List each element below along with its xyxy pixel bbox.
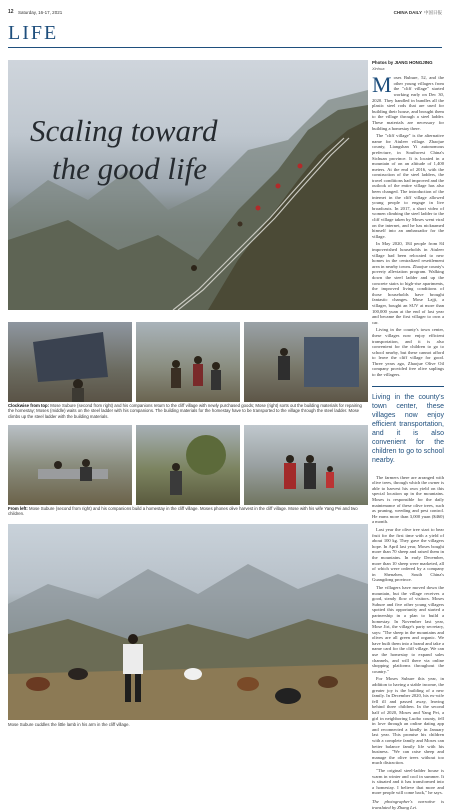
article-paragraph: The villagers have moved down the mountain, but the village receives a good, steady flow of visitors. Moses Subure and five other young villagers spotted this opportunity and started a partnership in a plan to build a homestay. In November last year, Mose Jiri, the village's party secretary, says: "The sheep in the mountains and olives are all green and organic. We have built them into a brand and take a name card for the cliff village. We can use the homestay to expand sales channels, and will there via online shopping platforms throughout the country." [372,584,444,674]
article-column [372,60,444,810]
photo-sorting-materials [244,322,368,402]
headline-line-2: the good life [52,151,207,186]
hero-headline [30,112,260,188]
article-paragraph: The "cliff village" is the alternative name for Atuleer village. Zhaojue county, Liangshan Yi autonomous prefecture, in Southwest China's Sichuan province. It is located in a mountain of on an altitude of 1,400 meters. At the end of 2016, with the construction of the steel ladders, the travel conditions had improved and the outlook of the entire village has also been changed. The introduction of the internet in the cliff village allowed young people to engage in live broadcasts. In 2017, a short video of women climbing the steel ladder to the cliff village taken by Moses went viral on the internet, and he has nicknamed himself into an ambassador for the village. [372,133,444,239]
article-paragraph: In May 2020, 184 people from 84 impoverished households in Atuleer village had been relocated to new homes in the centralized resettlement area in nearby towns. Zhaojue county's poverty alleviation program. Walking down the steel ladder and up the concrete stairs to high-rise apartments, the improved living conditions of those households have brought fantastic changes. Mose Lajji, a villager, bought an SUV at more than 100,000 yuan at the end of last year and became the first villager to own a car. [372,241,444,325]
photo-credit: Photos by JIANG HONGJING [372,60,433,65]
article-paragraph: For Moses Subure this year, in addition to having a stable income, the greater joy is the building of a new family. In December 2020, his ex-wife fell ill and passed away, leaving behind three children. In the second half of 2020, Moses and Yang Pei, a girl in neighboring Luobo county, fell in love through an online dating app and reconnected a kindly in January last year. This promise his children with a complete family and Moses can better balance family life with his business. "We can raise sheep and manage the olive trees without too much distraction. [372,676,444,766]
photo-lamb [8,524,368,720]
worker-with-panels-illustration [8,322,132,402]
photo-building-homestay [8,425,132,505]
homestay-construction-illustration [8,425,132,505]
hero-photo [8,60,368,310]
olive-tree-illustration [136,425,240,505]
section-title: LIFE [8,22,59,44]
headline-line-1: Scaling toward [30,113,218,148]
pull-quote: Living in the county's town center, these villages now enjoy efficient transportation, and it is also convenient for the children to go to school nearby. [372,386,444,465]
photo-olive-harvest [136,425,240,505]
photo-row-2 [8,425,368,505]
article-paragraph: The farmers there are arranged with olive trees, through which the owner is able to harvest his own yield on this special location up in the mountains. Moses is responsible for the daily maintenance of these olive trees, such as pruning, weeding and pest control. He earns more than 3,000 yuan ($460) a month. [372,474,444,525]
photo-row-1 [8,322,368,402]
villagers-illustration [136,322,240,402]
issue-date: Saturday, 16-17, 2021 [18,9,63,15]
photo-building-materials [8,322,132,402]
gallery-caption-1: Clockwise from top: Mose Subure (second from right) and his companions return to the cliff village with newly purchased goods; Mose (right) sorts out the building materials for repairing the homestay; Moses (middle) waits on the steel ladder with his companions. The building materials for the homestay have to be transported to the village through the steel ladder. Mose climbs up the steel ladder with the building materials. [8,403,362,419]
drop-cap: M [372,72,392,98]
bottom-photo-caption: Mose Subure cuddles the little lamb in his arm in the cliff village. [8,722,130,727]
article-paragraph: "The original steel-ladder house is warm in winter and cool in summer. It is situated and it has transformed into a homestay. I believe that more and more people will come back," he says. [372,767,444,796]
paper-name-chinese: 中国日报 [424,9,442,15]
gallery-caption-2: From left: Mose Subure (second from right) and his companions build a homestay in the cliff village. Moses phones olive harvest in the cliff village. Mose with his wife Yang Pei and two children. [8,506,358,517]
mountain-goats-illustration [8,524,368,720]
article-paragraph: Living in the county's town center, these villages now enjoy efficient transportation, and it is also convenient for the children to go to school nearby, but these cannot afford to leave the cliff village for good. Three years ago, Zhaojue Olive Oil company provided free olive saplings to the villagers. [372,327,444,378]
photo-villagers-goods [136,322,240,402]
family-illustration [244,425,368,505]
page-header [8,9,442,19]
section-rule [8,47,442,48]
article-paragraph: Moses Bubure, 52, and the other young villagers from the "cliff village" started working early on Dec 30, 2020. They handled in bundles all the plastic steel rods that are used for building their house, and brought them to the village through a steel ladder. These materials are necessary for building a homestay there. [372,72,444,131]
article-paragraph: Last year the olive tree start to bear fruit for the first time with a yield of about 100 kg. They gave the villagers hope. In April last year, Moses bought more than 70 sheep and raised them in the mountains. In early December, more than 10 sheep were marketed, all of which were ordered by a company in Shenzhen, South China's Guangdong province. [372,527,444,583]
sorting-materials-illustration [244,322,368,402]
photo-credit-agency: Xinhua [372,65,385,71]
photo-family [244,425,368,505]
page-number: 12 [8,9,14,15]
translator-note: The photographer's narrative is translated by Zhang Lei. [372,798,444,810]
paper-name: CHINA DAILY [393,9,422,15]
